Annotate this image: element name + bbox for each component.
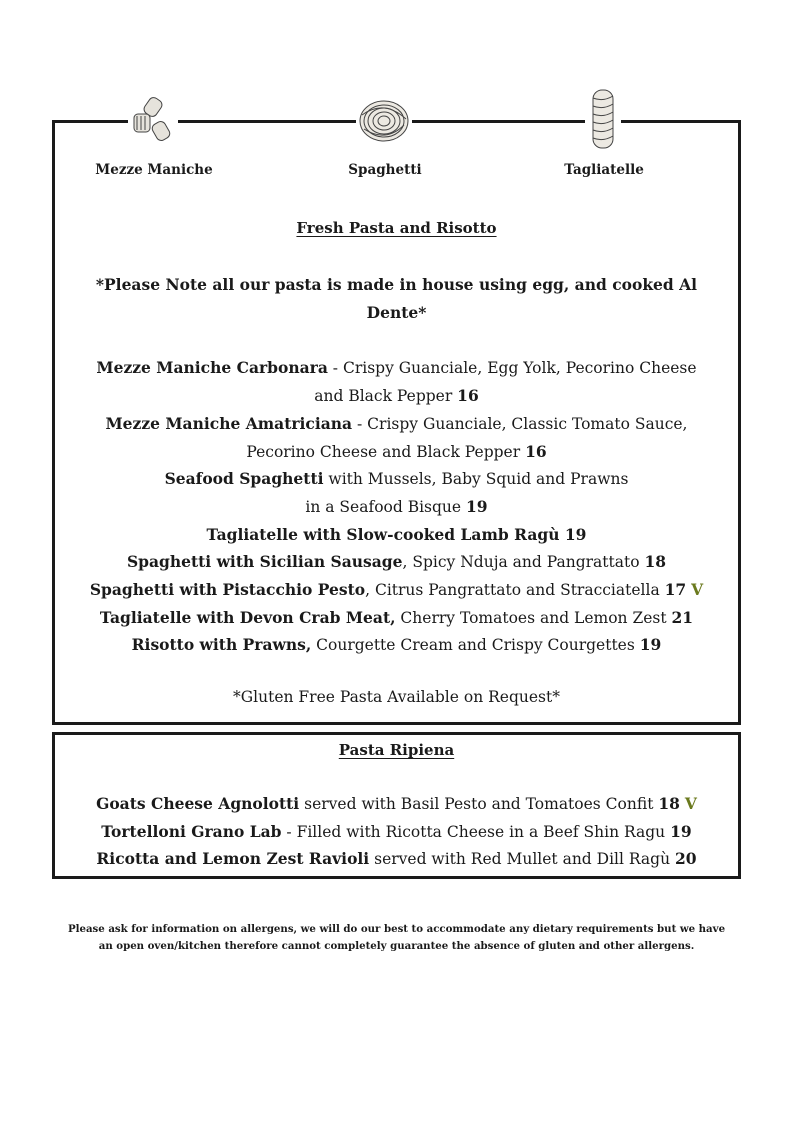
menu-item: Goats Cheese Agnolotti served with Basil Pesto and Tomatoes Confit 18 V: [96, 794, 697, 813]
shape-label-mezze-maniche: Mezze Maniche: [95, 162, 213, 178]
menu-item-cont: in a Seafood Bisque 19: [305, 497, 488, 516]
menu-item: Risotto with Prawns, Courgette Cream and Crispy Courgettes 19: [131, 635, 662, 654]
gluten-free-note: *Gluten Free Pasta Available on Request*: [233, 688, 560, 706]
menu-item-cont: Pecorino Cheese and Black Pepper 16: [246, 442, 547, 461]
pasta-note: *Please Note all our pasta is made in house using egg, and cooked Al: [95, 275, 698, 294]
price: 19: [639, 635, 662, 654]
menu-item: Ricotta and Lemon Zest Ravioli served with Red Mullet and Dill Ragù 20: [96, 849, 697, 868]
mezze-maniche-icon: [128, 92, 178, 148]
disclaimer-line: Please ask for information on allergens, we will do our best to accommodate any dietary requirements but we have: [67, 923, 726, 935]
price: 21: [671, 608, 694, 627]
section-title: Pasta Ripiena: [338, 741, 455, 759]
menu-item: Mezze Maniche Amatriciana - Crispy Guanciale, Classic Tomato Sauce,: [105, 414, 688, 433]
price: 20: [674, 849, 697, 868]
menu-item: Mezze Maniche Carbonara - Crispy Guanciale, Egg Yolk, Pecorino Cheese: [96, 358, 697, 377]
menu-item-cont: and Black Pepper 16: [314, 386, 479, 405]
fresh-pasta-section: [52, 120, 741, 725]
menu-item: Spaghetti with Pistacchio Pesto, Citrus Pangrattato and Stracciatella 17 V: [89, 580, 704, 599]
price: 16: [525, 442, 547, 461]
menu-item: Spaghetti with Sicilian Sausage, Spicy Nduja and Pangrattato 18: [126, 552, 667, 571]
vegetarian-badge: V: [684, 794, 697, 813]
price: 19: [466, 497, 488, 516]
disclaimer-line: an open oven/kitchen therefore cannot completely guarantee the absence of gluten and other allergens.: [98, 940, 695, 952]
menu-item: Tagliatelle with Slow-cooked Lamb Ragù 19: [206, 525, 587, 544]
pasta-ripiena-section: [52, 732, 741, 879]
price: 17: [664, 580, 687, 599]
price: 16: [457, 386, 479, 405]
menu-item: Seafood Spaghetti with Mussels, Baby Squid and Prawns: [164, 469, 629, 488]
shape-label-spaghetti: Spaghetti: [348, 162, 422, 178]
menu-item: Tortelloni Grano Lab - Filled with Ricotta Cheese in a Beef Shin Ragu 19: [101, 822, 692, 841]
price: 18: [658, 794, 680, 813]
allergen-disclaimer: [40, 921, 753, 955]
price: 18: [644, 552, 667, 571]
spaghetti-nest-icon: [356, 95, 412, 147]
menu-item: Tagliatelle with Devon Crab Meat, Cherry Tomatoes and Lemon Zest 21: [99, 608, 694, 627]
pasta-note-cont: Dente*: [366, 303, 427, 322]
vegetarian-badge: V: [691, 580, 704, 599]
tagliatelle-nest-icon: [585, 86, 621, 152]
shape-label-tagliatelle: Tagliatelle: [564, 162, 644, 178]
price: 19: [670, 822, 692, 841]
price: 19: [564, 525, 587, 544]
section-title: Fresh Pasta and Risotto: [296, 219, 497, 237]
